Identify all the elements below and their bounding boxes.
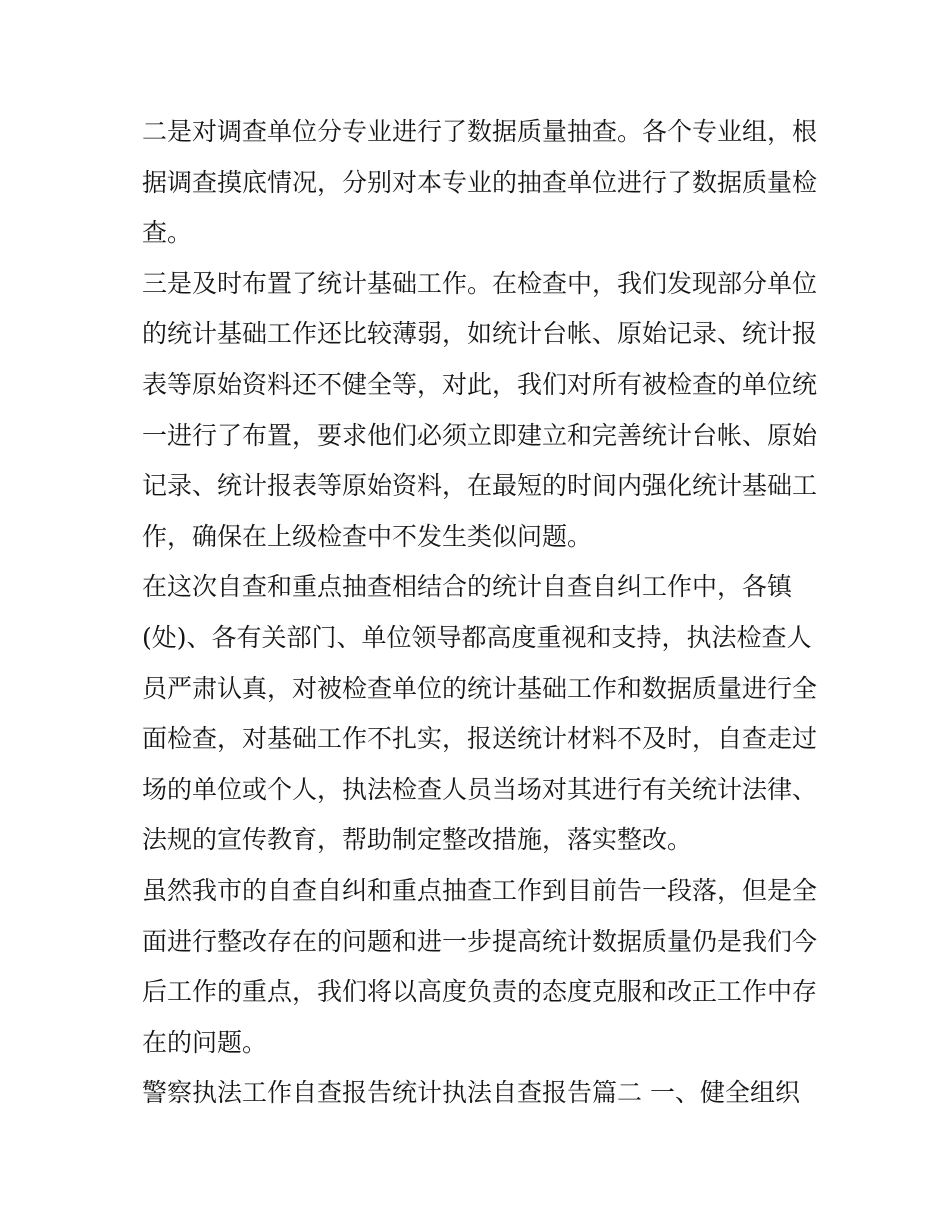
text-line: 表等原始资料还不健全等，对此，我们对所有被检查的单位统 bbox=[142, 369, 818, 399]
text-line: 法规的宣传教育，帮助制定整改措施，落实整改。 bbox=[142, 825, 693, 855]
text-line: 警察执法工作自查报告统计执法自查报告篇二 一、健全组织 bbox=[142, 1078, 800, 1108]
text-line: 查。 bbox=[142, 218, 193, 248]
text-line: 据调查摸底情况，分别对本专业的抽查单位进行了数据质量检 bbox=[142, 167, 818, 197]
text-line: 三是及时布置了统计基础工作。在检查中，我们发现部分单位 bbox=[142, 268, 818, 298]
paragraph-statistics-foundation bbox=[142, 259, 822, 563]
paragraph-report-two-heading bbox=[142, 1068, 822, 1119]
text-line: 在这次自查和重点抽查相结合的统计自查自纠工作中，各镇 bbox=[142, 572, 793, 602]
text-line: 的统计基础工作还比较薄弱，如统计台帐、原始记录、统计报 bbox=[142, 319, 818, 349]
text-line: 面进行整改存在的问题和进一步提高统计数据质量仍是我们今 bbox=[142, 926, 818, 956]
text-line: 场的单位或个人，执法检查人员当场对其进行有关统计法律、 bbox=[142, 774, 818, 804]
text-line: 面检查，对基础工作不扎实，报送统计材料不及时，自查走过 bbox=[142, 724, 818, 754]
text-line: 后工作的重点，我们将以高度负责的态度克服和改正工作中存 bbox=[142, 977, 818, 1007]
text-line: 二是对调查单位分专业进行了数据质量抽查。各个专业组，根 bbox=[142, 117, 818, 146]
text-line: 记录、统计报表等原始资料，在最短的时间内强化统计基础工 bbox=[142, 471, 818, 501]
text-line: 一进行了布置，要求他们必须立即建立和完善统计台帐、原始 bbox=[142, 420, 818, 450]
paragraph-data-quality-check bbox=[142, 107, 822, 259]
document-body bbox=[142, 107, 822, 1119]
text-line: 作，确保在上级检查中不发生类似问题。 bbox=[142, 521, 593, 551]
text-line: 虽然我市的自查自纠和重点抽查工作到目前告一段落，但是全 bbox=[142, 875, 818, 905]
text-line: 在的问题。 bbox=[142, 1027, 268, 1057]
text-line: (处)、各有关部门、单位领导都高度重视和支持，执法检查人 bbox=[142, 622, 812, 652]
text-line: 员严肃认真，对被检查单位的统计基础工作和数据质量进行全 bbox=[142, 673, 818, 703]
paragraph-rectification bbox=[142, 866, 822, 1068]
paragraph-self-inspection bbox=[142, 562, 822, 866]
